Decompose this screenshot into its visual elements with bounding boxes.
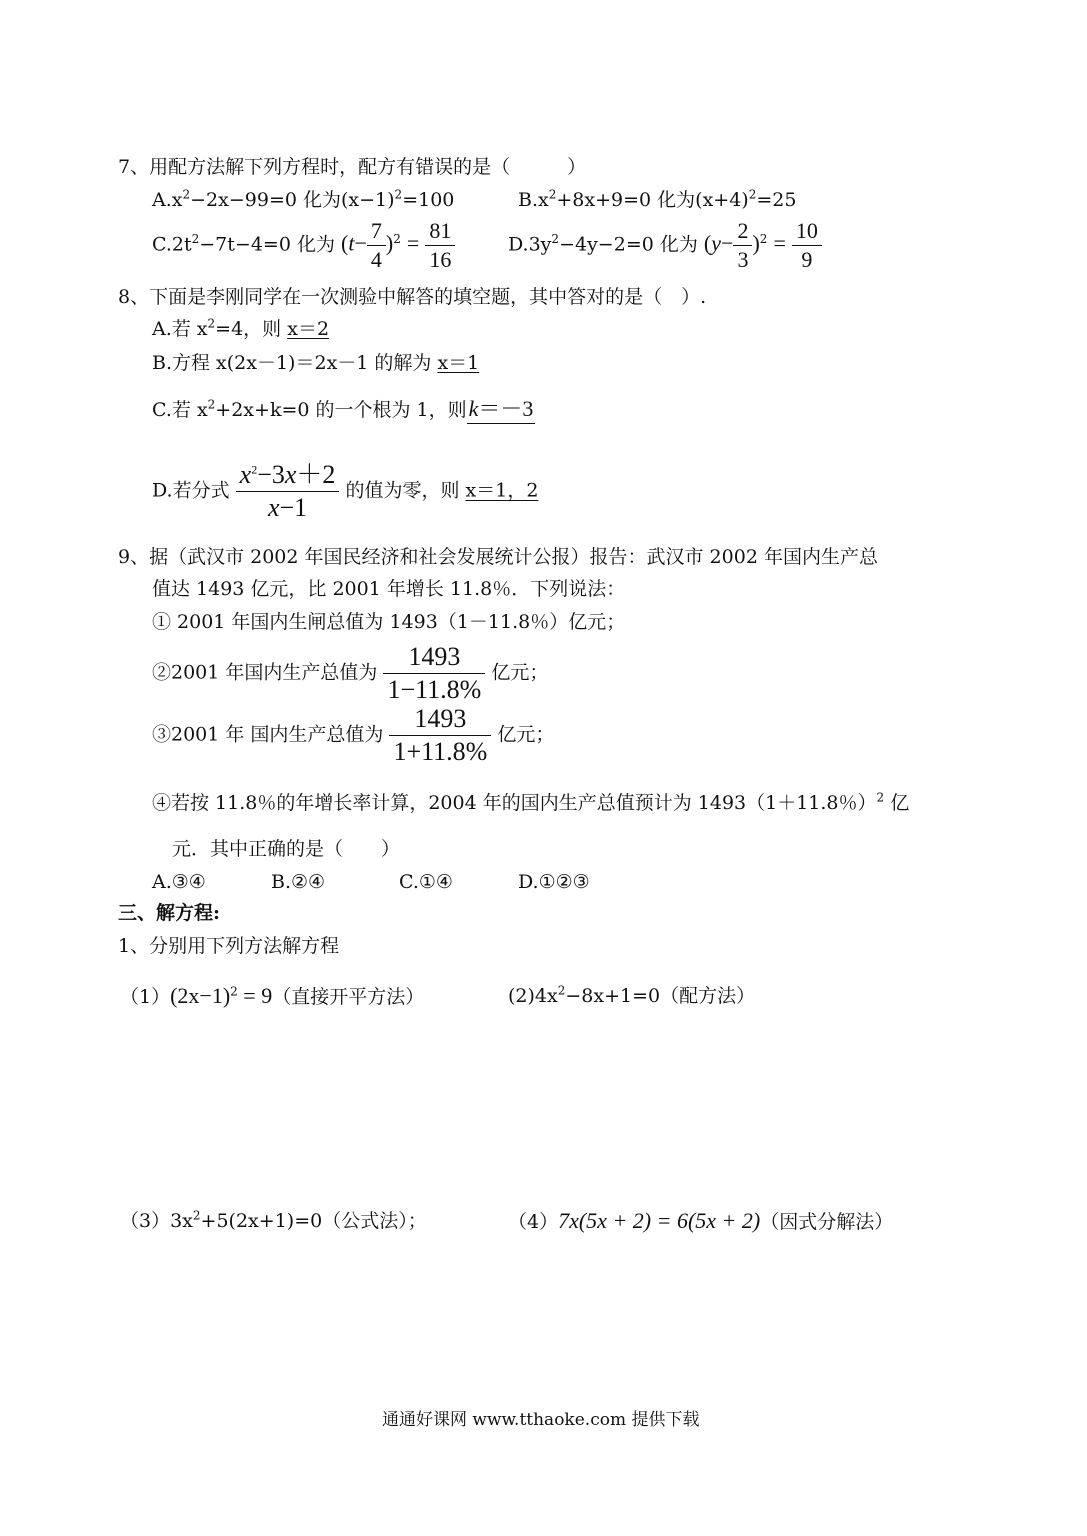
q9-statement-3: ③2001 年 国内生产总值为 $\frac{1493}{1+11.8\%}$ 亿元； (152, 704, 555, 766)
q9-choice-a: A.③④ (152, 871, 206, 893)
problem-1: $(1)(2x-1)^2 = 9$（直接开平方法） (120, 983, 425, 1008)
section-heading: 三、解方程: (118, 902, 221, 924)
q8-a-answer: x＝2 (287, 318, 330, 340)
q8-c-answer: k＝－3 (467, 398, 536, 424)
q9-choice-b: B.②④ (271, 871, 326, 893)
q9-choice-c: C.①④ (399, 871, 453, 893)
q9-line2: 值达 1493 亿元，比 2001 年增长 11.8％．下列说法： (152, 578, 626, 600)
problem-4: （4）7x(5x + 2) = 6(5x + 2)（因式分解法） (508, 1208, 894, 1233)
q7-stem: 7、用配方法解下列方程时，配方有错误的是（ ） (118, 156, 587, 178)
section3-q1: 1、分别用下列方法解方程 (118, 935, 340, 957)
q8-b-answer: x＝1 (437, 352, 480, 374)
q7-option-a: $A.x^2-2x-99=0$ 化为$(x-1)^2=100$ (152, 187, 455, 211)
q9-statement-2: ②2001 年国内生产总值为 $\frac{1493}{1-11.8\%}$ 亿元； (152, 642, 549, 704)
q8-d-fraction: $\frac{x^2-3x+2}{x-1}$ (236, 462, 340, 521)
q8-option-b: B.方程 x(2x－1)＝2x－1 的解为 x＝1 (152, 352, 480, 374)
q9-line1: 9、据（武汉市 2002 年国民经济和社会发展统计公报）报告：武汉市 2002 年国内生产总 (118, 546, 878, 568)
problem-2: $(2)4x^2-8x+1=0$（配方法） (508, 983, 756, 1007)
q8-option-a: A.若 $x^2=4$，则 x＝2 (152, 316, 330, 340)
q8-option-d: D.若分式 $\frac{x^2-3x+2}{x-1}$ 的值为零，则 x＝1，2 (152, 460, 539, 522)
q8-d-answer: x＝1，2 (465, 479, 539, 502)
q8-option-c: C.若 $x^2+2x+k=0$ 的一个根为 1，则k＝－3 (152, 398, 535, 424)
q7-option-c: $C.2t^2-7t-4=0$ 化为 (t− $\frac{7}{4}$ )$^2$ = $\frac{81}{16}$ (152, 220, 455, 271)
footer: 通通好课网 www.tthaoke.com 提供下载 (382, 1410, 700, 1430)
q9-statement-1: ① 2001 年国内生闸总值为 1493（1－11.8％）亿元； (152, 611, 626, 633)
q9-choice-d: D.①②③ (518, 871, 590, 893)
problem-3: $(3)3x^2+5(2x+1)=0$（公式法）； (120, 1208, 427, 1232)
q9-statement-4: ④若按 11.8％的年增长率计算，2004 年的国内生产总值预计为 1493（1＋11.8％）$^2$ 亿 (152, 790, 910, 814)
q7-option-b: $B.x^2+8x+9=0$ 化为$(x+4)^2=25$ (518, 187, 797, 211)
q9-statement-4-cont: 元．其中正确的是（ ） (172, 838, 401, 860)
q7-option-d: $D.3y^2-4y-2=0$ 化为 (y− $\frac{2}{3}$ )$^2$ = $\frac{10}{9}$ (508, 220, 822, 271)
q8-stem: 8、下面是李刚同学在一次测验中解答的填空题，其中答对的是（ ）. (118, 286, 707, 308)
